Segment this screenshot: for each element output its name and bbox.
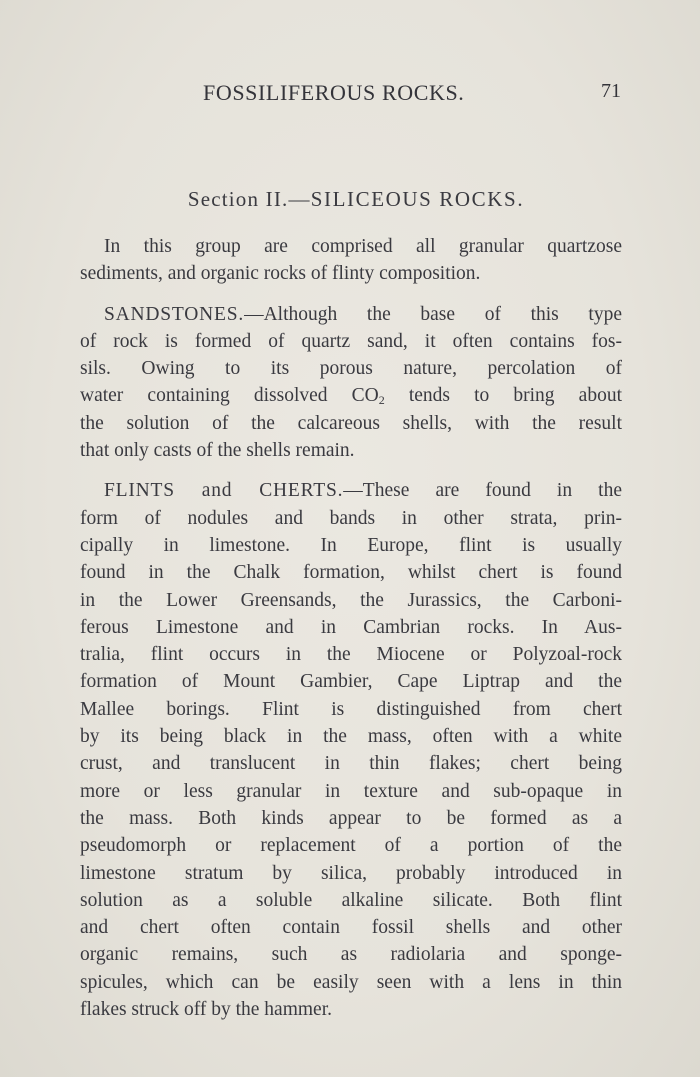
text-line: limestone stratum by silica, probably introduced in [80,862,622,884]
text-line: pseudomorph or replacement of a portion of the [80,835,622,857]
paragraph-flints-cherts [80,477,622,1023]
text-line: found in the Chalk formation, whilst chert is found [80,562,622,584]
paragraph-lead-flints: FLINTS and CHERTS. [104,480,344,502]
text-line: sils. Owing to its porous nature, percolation of [80,358,622,380]
text-line: organic remains, such as radiolaria and sponge- [80,944,622,966]
text-line: the solution of the calcareous shells, with the result [80,412,622,434]
text-line: cipally in limestone. In Europe, flint is usually [80,534,622,556]
text-line: that only casts of the shells remain. [80,440,355,462]
paragraph-sandstones [80,301,622,465]
paragraph-intro [80,233,622,288]
text-line: Mallee borings. Flint is distinguished from chert [80,698,622,720]
page-number: 71 [601,80,621,102]
subscript-two: 2 [378,393,385,408]
running-title: FOSSILIFEROUS ROCKS. [203,80,465,105]
text-line: sediments, and organic rocks of flinty composition. [80,263,481,285]
text-line [80,301,622,328]
text-line: the mass. Both kinds appear to be formed as a [80,807,622,829]
text-line: and chert often contain fossil shells and other [80,917,622,939]
text-line: formation of Mount Gambier, Cape Liptrap and the [80,671,622,693]
text-line: in the Lower Greensands, the Jurassics, the Carboni- [80,589,622,611]
text-line [80,382,622,409]
text-fragment: water containing dissolved CO [80,385,379,407]
text-line: crust, and translucent in thin flakes; chert being [80,753,622,775]
text-line: tralia, flint occurs in the Miocene or Polyzoal-rock [80,644,622,666]
text-fragment: —These are found in the [343,480,622,502]
text-line: more or less granular in texture and sub-opaque in [80,780,622,802]
text-line: form of nodules and bands in other strata, prin- [80,507,622,529]
text-fragment: tends to bring about [384,385,622,407]
section-title: SILICEOUS ROCKS. [310,187,525,211]
text-line: In this group are comprised all granular quartzose [104,236,622,257]
text-line: by its being black in the mass, often with a white [80,726,622,748]
text-line: solution as a soluble alkaline silicate. Both flint [80,889,622,911]
text-line: of rock is formed of quartz sand, it often contains fos- [80,330,622,352]
text-line: spicules, which can be easily seen with a lens in thin [80,971,622,993]
paragraph-lead-sandstones: SANDSTONES. [104,303,245,325]
section-heading [0,187,700,212]
text-fragment: —Although the base of this type [244,303,622,325]
body-text [80,233,622,1036]
section-prefix: Section II.— [187,187,311,211]
text-line: flakes struck off by the hammer. [80,999,332,1021]
text-line: ferous Limestone and in Cambrian rocks. In Aus- [80,616,622,638]
text-line [80,477,622,504]
